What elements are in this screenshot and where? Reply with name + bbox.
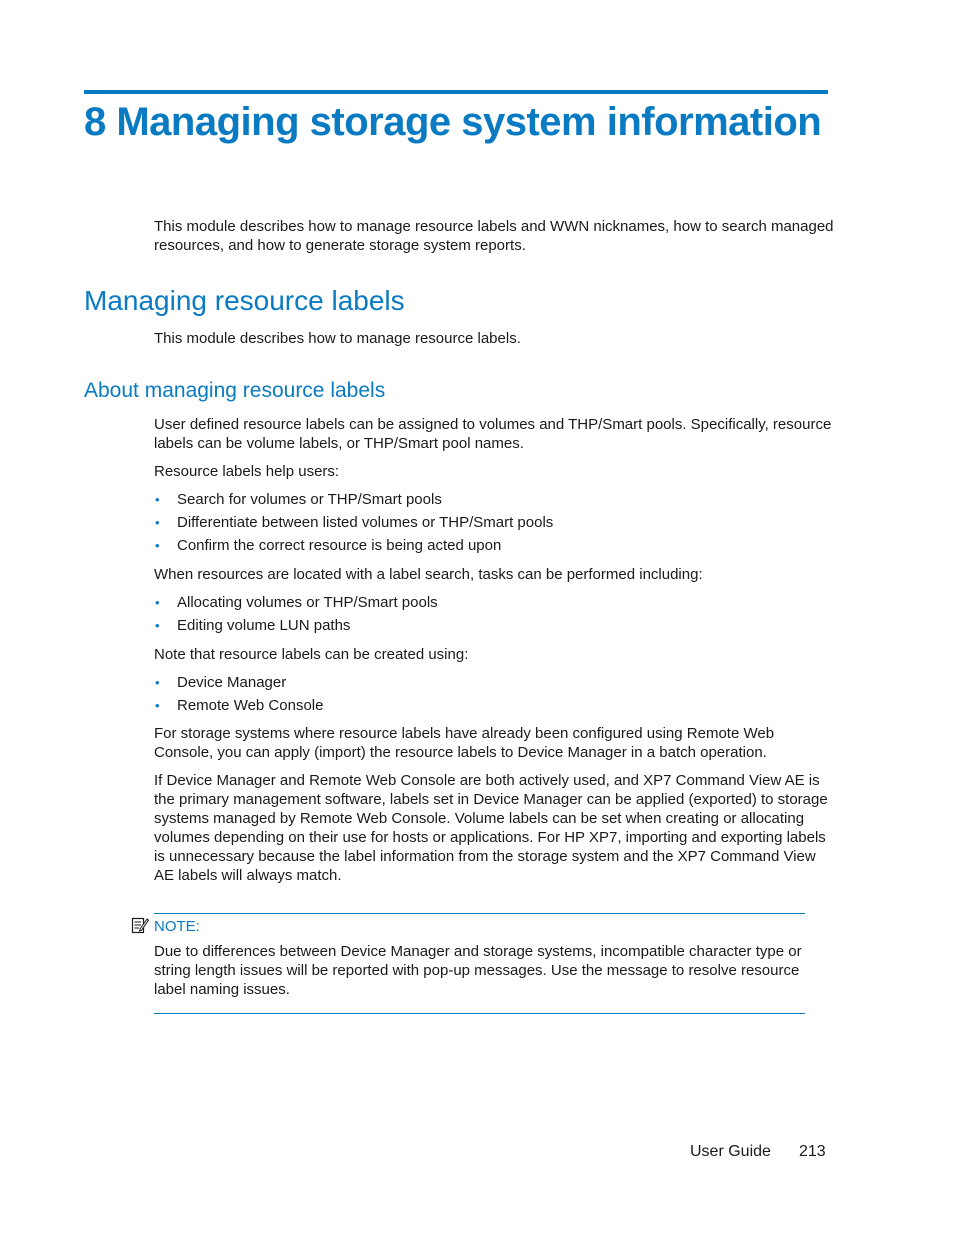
bullet-icon: • xyxy=(155,492,160,507)
list-item: • Confirm the correct resource is being acted upon xyxy=(155,537,502,554)
bullet-list-2 xyxy=(154,593,438,639)
list-item: • Remote Web Console xyxy=(155,697,324,714)
bullet-icon: • xyxy=(155,595,160,610)
note-bottom-rule xyxy=(154,1013,805,1014)
bullet-icon: • xyxy=(155,675,160,690)
bullet-icon: • xyxy=(155,618,160,633)
list-item: • Allocating volumes or THP/Smart pools xyxy=(155,594,438,611)
list-item: • Editing volume LUN paths xyxy=(155,617,351,634)
bullet-list-3 xyxy=(154,673,323,719)
list-item: • Device Manager xyxy=(155,674,287,691)
paragraph-6: If Device Manager and Remote Web Console are both actively used, and XP7 Command View AE is the primary management software, labels set in Device Manager can be applied (exported) to storage systems managed by Remote Web Console. Volume labels can be set when creating or allocating volumes depending on their use for hosts or applications. For HP XP7, importing and exporting labels is unnecessary because the label information from the storage system and the XP7 Command View AE labels will always match. xyxy=(154,772,828,884)
bullet-icon: • xyxy=(155,698,160,713)
footer-guide-label: User Guide xyxy=(690,1143,771,1160)
note-label: NOTE: xyxy=(154,918,200,935)
bullet-icon: • xyxy=(155,515,160,530)
paragraph-2: Resource labels help users: xyxy=(154,463,340,480)
paragraph-1: User defined resource labels can be assigned to volumes and THP/Smart pools. Specifically, resource labels can be volume labels, or THP/Smart pool names. xyxy=(154,416,832,452)
note-pencil-icon xyxy=(131,916,149,934)
chapter-title: 8 Managing storage system information xyxy=(84,100,822,144)
chapter-intro: This module describes how to manage resource labels and WWN nicknames, how to search managed resources, and how to generate storage system reports. xyxy=(154,218,834,254)
paragraph-5: For storage systems where resource labels have already been configured using Remote Web Console, you can apply (import) the resource labels to Device Manager in a batch operation. xyxy=(154,725,775,761)
chapter-top-rule xyxy=(84,90,828,94)
paragraph-3: When resources are located with a label search, tasks can be performed including: xyxy=(154,566,703,583)
page-number: 213 xyxy=(799,1143,826,1160)
list-item: • Differentiate between listed volumes or THP/Smart pools xyxy=(155,514,554,531)
paragraph-4: Note that resource labels can be created using: xyxy=(154,646,469,663)
note-top-rule xyxy=(154,913,805,914)
bullet-icon: • xyxy=(155,538,160,553)
bullet-list-1 xyxy=(154,490,553,559)
section-heading: Managing resource labels xyxy=(84,285,405,316)
subsection-heading: About managing resource labels xyxy=(84,379,386,402)
section-intro: This module describes how to manage resource labels. xyxy=(154,330,521,347)
list-item: • Search for volumes or THP/Smart pools xyxy=(155,491,442,508)
note-text: Due to differences between Device Manager and storage systems, incompatible character type or string length issues will be reported with pop-up messages. Use the message to resolve resource label naming issues. xyxy=(154,943,802,998)
